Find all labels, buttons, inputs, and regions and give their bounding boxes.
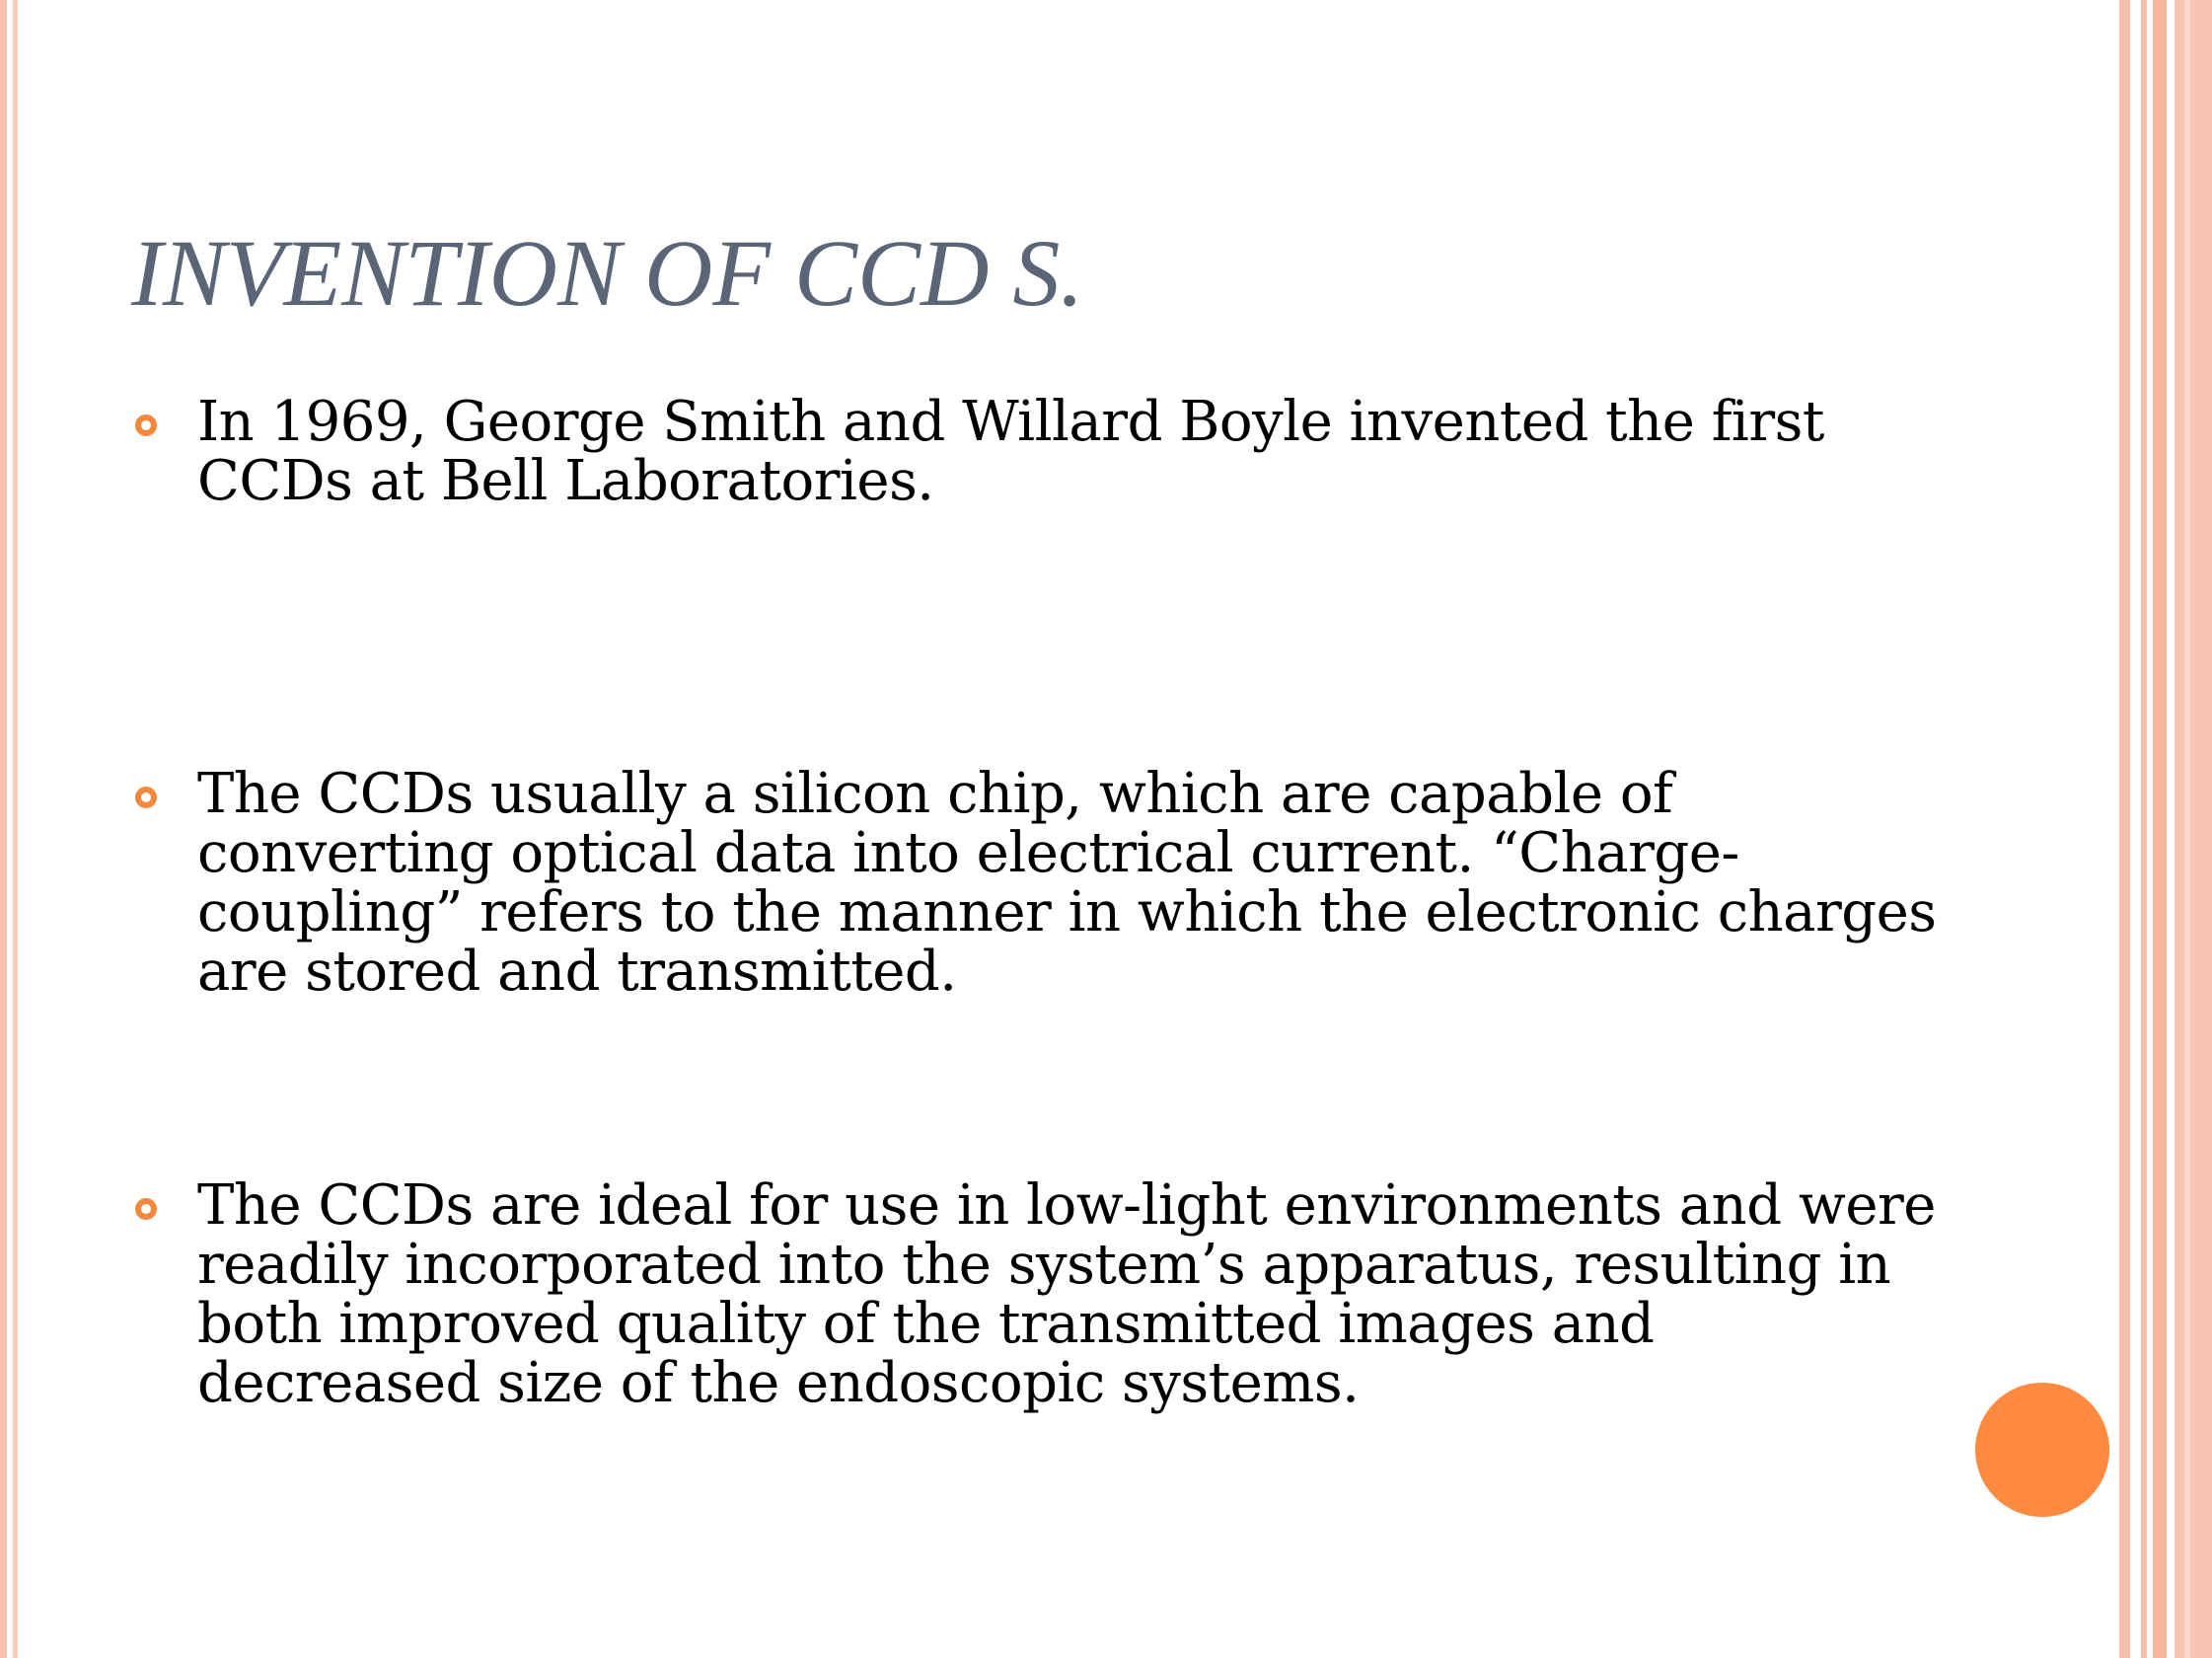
hollow-circle-bullet-icon (135, 787, 157, 808)
right-decorative-stripe (2119, 0, 2130, 1658)
hollow-circle-bullet-icon (135, 414, 157, 436)
hollow-circle-bullet-icon (135, 1198, 157, 1220)
slide-title: INVENTION OF CCD S. (131, 220, 1084, 326)
left-decorative-stripe (0, 0, 7, 1658)
orange-circle-decoration (1975, 1383, 2109, 1517)
bullet-text: The CCDs are ideal for use in low-light environments and were readily incorporated into the system’s apparatus, resulting in both improved quality of the transmitted images and decreased size of the endoscopic systems. (197, 1173, 1936, 1415)
bullet-text: The CCDs usually a silicon chip, which are capable of converting optical data into electrical current. “Charge-coupling” refers to the manner in which the electronic charges are stored and transmitted. (197, 762, 1937, 1004)
right-decorative-stripe (2175, 0, 2212, 1658)
bullet-text: In 1969, George Smith and Willard Boyle invented the first CCDs at Bell Laboratories. (197, 390, 1824, 513)
right-decorative-stripe (2141, 0, 2147, 1658)
right-decorative-stripe (2153, 0, 2167, 1658)
left-decorative-stripe (13, 0, 18, 1658)
right-decorative-stripe (2184, 0, 2190, 1658)
